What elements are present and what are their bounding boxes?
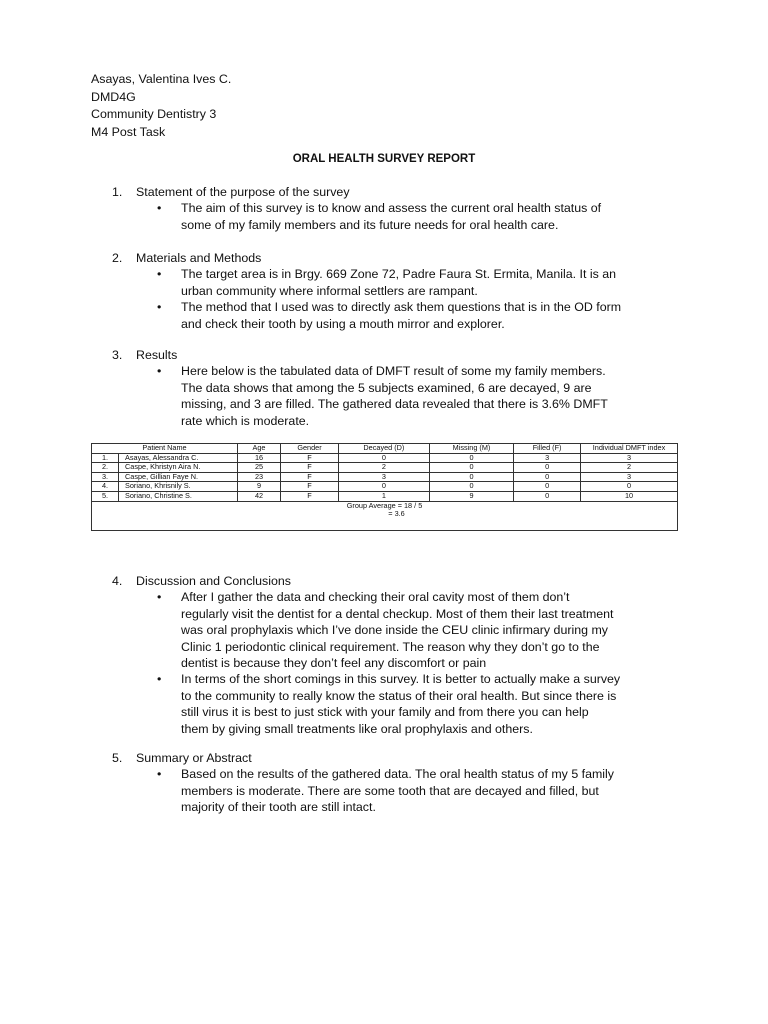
bullet-icon: • — [157, 590, 162, 605]
missing-count: 0 — [429, 482, 513, 492]
section-heading: Summary or Abstract — [136, 751, 252, 765]
decayed-count: 0 — [338, 482, 429, 492]
patient-gender: F — [281, 453, 339, 463]
patient-age: 16 — [238, 453, 281, 463]
bullet-icon: • — [157, 267, 162, 282]
course-name: Community Dentistry 3 — [91, 107, 217, 122]
bullet-line: them by giving small treatments like oral prophylaxis and others. — [181, 721, 533, 736]
bullet-item — [112, 589, 682, 671]
group-average-row — [92, 501, 678, 530]
row-number: 3. — [92, 472, 119, 482]
col-header-patient-name: Patient Name — [92, 444, 238, 454]
bullet-line: dentist is because they don’t feel any discomfort or pain — [181, 656, 487, 671]
section-materials-methods — [112, 250, 682, 332]
dmft-table — [91, 443, 678, 531]
decayed-count: 1 — [338, 491, 429, 501]
row-number: 1. — [92, 453, 119, 463]
bullet-line: to the community to really know the status of their oral health. But since there is — [181, 688, 617, 703]
bullet-line: The aim of this survey is to know and assess the current oral health status of — [181, 201, 602, 216]
group-average-cell — [92, 501, 678, 530]
author-name: Asayas, Valentina Ives C. — [91, 72, 232, 86]
row-number: 5. — [92, 491, 119, 501]
col-header-dmft-index: Individual DMFT index — [581, 444, 678, 454]
patient-gender: F — [281, 482, 339, 492]
patient-gender: F — [281, 463, 339, 473]
col-header-filled: Filled (F) — [514, 444, 581, 454]
patient-age: 9 — [238, 482, 281, 492]
table-row — [92, 463, 678, 473]
bullet-line: After I gather the data and checking their oral cavity most of them don’t — [181, 590, 570, 605]
bullet-item — [112, 299, 682, 332]
section-number: 1. — [112, 185, 123, 199]
task-name: M4 Post Task — [91, 124, 166, 139]
section-number: 2. — [112, 251, 123, 265]
dmft-value: 2 — [581, 463, 678, 473]
col-header-decayed: Decayed (D) — [338, 444, 429, 454]
patient-name: Soriano, Khrisnily S. — [119, 482, 238, 492]
bullet-line: Clinic 1 periodontic clinical requirement. The reason why they don’t go to the — [181, 639, 600, 654]
section-results — [112, 347, 682, 429]
section-purpose — [112, 184, 682, 233]
filled-count: 0 — [514, 482, 581, 492]
table-row — [92, 491, 678, 501]
table-header-row — [92, 444, 678, 454]
patient-name: Asayas, Alessandra C. — [119, 453, 238, 463]
col-header-gender: Gender — [281, 444, 339, 454]
section-heading: Materials and Methods — [136, 251, 262, 265]
row-number: 2. — [92, 463, 119, 473]
col-header-age: Age — [238, 444, 281, 454]
patient-age: 23 — [238, 472, 281, 482]
bullet-icon: • — [157, 300, 162, 315]
class-section: DMD4G — [91, 89, 136, 104]
bullet-line: The method that I used was to directly ask them questions that is in the OD form — [181, 300, 622, 315]
bullet-item — [112, 363, 682, 429]
patient-gender: F — [281, 491, 339, 501]
dmft-value: 3 — [581, 453, 678, 463]
patient-gender: F — [281, 472, 339, 482]
bullet-line: urban community where informal settlers are rampant. — [181, 283, 478, 298]
decayed-count: 2 — [338, 463, 429, 473]
section-heading: Results — [136, 348, 178, 362]
section-number: 5. — [112, 751, 123, 765]
bullet-line: Based on the results of the gathered data. The oral health status of my 5 family — [181, 767, 615, 782]
bullet-line: majority of their tooth are still intact. — [181, 800, 376, 815]
group-average-formula: Group Average = 18 / 5 — [346, 500, 423, 510]
patient-age: 25 — [238, 463, 281, 473]
section-discussion — [112, 573, 682, 737]
bullet-line: some of my family members and its future needs for oral health care. — [181, 217, 559, 232]
bullet-item — [112, 766, 682, 815]
filled-count: 3 — [514, 453, 581, 463]
bullet-icon: • — [157, 364, 162, 379]
missing-count: 0 — [429, 472, 513, 482]
bullet-line: The data shows that among the 5 subjects examined, 6 are decayed, 9 are — [181, 380, 592, 395]
bullet-line: missing, and 3 are filled. The gathered data revealed that there is 3.6% DMFT — [181, 397, 608, 412]
report-title: ORAL HEALTH SURVEY REPORT — [292, 153, 476, 165]
filled-count: 0 — [514, 463, 581, 473]
section-heading: Discussion and Conclusions — [136, 574, 291, 588]
bullet-line: The target area is in Brgy. 669 Zone 72, Padre Faura St. Ermita, Manila. It is an — [181, 267, 617, 282]
filled-count: 0 — [514, 491, 581, 501]
section-heading: Statement of the purpose of the survey — [136, 185, 350, 199]
missing-count: 9 — [429, 491, 513, 501]
section-number: 4. — [112, 574, 123, 588]
missing-count: 0 — [429, 453, 513, 463]
patient-age: 42 — [238, 491, 281, 501]
group-average-result: = 3.6 — [388, 509, 405, 519]
missing-count: 0 — [429, 463, 513, 473]
bullet-item — [112, 200, 682, 233]
bullet-line: was oral prophylaxis which I’ve done inside the CEU clinic infirmary during my — [181, 623, 608, 638]
bullet-line: In terms of the short comings in this survey. It is better to actually make a survey — [181, 672, 621, 687]
bullet-icon: • — [157, 767, 162, 782]
bullet-line: regularly visit the dentist for a dental checkup. Most of them their last treatment — [181, 606, 614, 621]
filled-count: 0 — [514, 472, 581, 482]
dmft-value: 10 — [581, 491, 678, 501]
bullet-line: Here below is the tabulated data of DMFT result of some my family members. — [181, 364, 606, 379]
bullet-line: rate which is moderate. — [181, 413, 310, 428]
bullet-item — [112, 266, 682, 299]
row-number: 4. — [92, 482, 119, 492]
decayed-count: 0 — [338, 453, 429, 463]
section-number: 3. — [112, 348, 123, 362]
patient-name: Soriano, Christine S. — [119, 491, 238, 501]
col-header-missing: Missing (M) — [429, 444, 513, 454]
dmft-value: 3 — [581, 472, 678, 482]
patient-name: Caspe, Gillian Faye N. — [119, 472, 238, 482]
bullet-line: and check their tooth by using a mouth mirror and explorer. — [181, 316, 505, 331]
dmft-value: 0 — [581, 482, 678, 492]
bullet-icon: • — [157, 672, 162, 687]
decayed-count: 3 — [338, 472, 429, 482]
header-block — [91, 71, 231, 141]
bullet-line: members is moderate. There are some tooth that are decayed and filled, but — [181, 783, 599, 798]
patient-name: Caspe, Khristyn Aira N. — [119, 463, 238, 473]
bullet-icon: • — [157, 201, 162, 216]
bullet-item — [112, 671, 682, 737]
section-summary — [112, 750, 682, 816]
bullet-line: still virus it is best to just stick with your family and from there you can help — [181, 705, 589, 720]
